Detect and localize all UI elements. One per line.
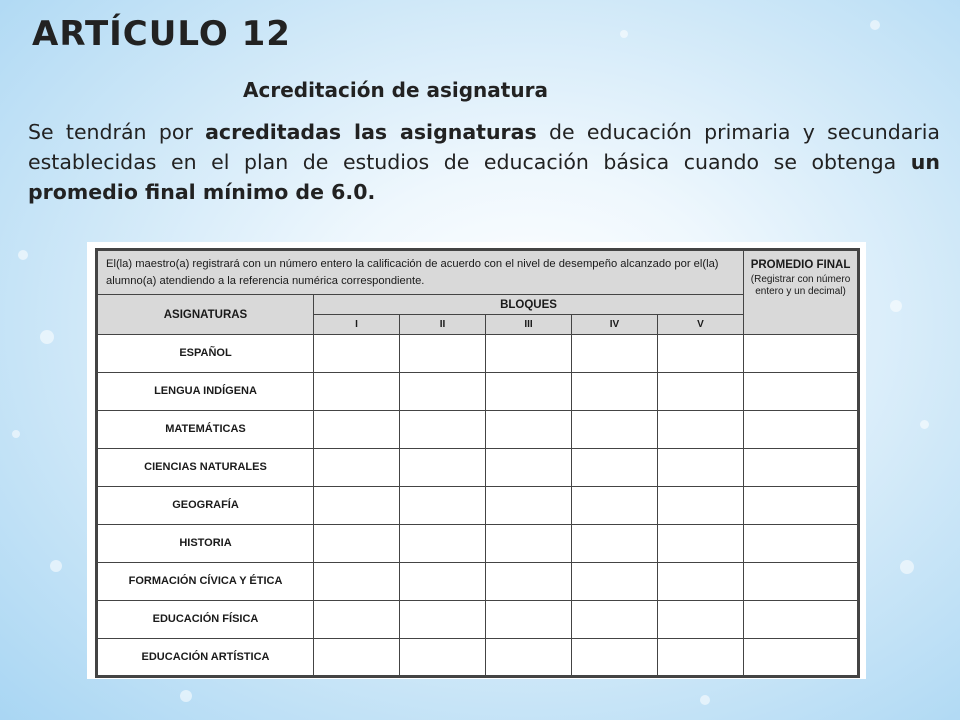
subject-name: ESPAÑOL	[97, 335, 314, 373]
page-subtitle: Acreditación de asignatura	[243, 78, 548, 102]
grade-cell[interactable]	[314, 335, 400, 373]
subject-name: MATEMÁTICAS	[97, 411, 314, 449]
subject-name: LENGUA INDÍGENA	[97, 373, 314, 411]
subject-name: HISTORIA	[97, 525, 314, 563]
grade-cell[interactable]	[400, 563, 486, 601]
body-paragraph	[28, 117, 940, 207]
grade-cell[interactable]	[486, 411, 572, 449]
grade-cell[interactable]	[572, 411, 658, 449]
subject-name: CIENCIAS NATURALES	[97, 449, 314, 487]
promedio-final-header	[744, 250, 859, 335]
bloque-header: I	[314, 315, 400, 335]
background-dot	[870, 20, 880, 30]
grades-table	[95, 248, 860, 678]
promedio-final-note: (Registrar con número entero y un decimal)	[750, 274, 851, 297]
final-average-cell[interactable]	[744, 525, 859, 563]
final-average-cell[interactable]	[744, 335, 859, 373]
grade-cell[interactable]	[658, 449, 744, 487]
subject-row	[97, 335, 859, 373]
background-dot	[180, 690, 192, 702]
background-dot	[900, 560, 914, 574]
background-dot	[620, 30, 628, 38]
grade-cell[interactable]	[486, 449, 572, 487]
grade-cell[interactable]	[400, 525, 486, 563]
grade-cell[interactable]	[658, 563, 744, 601]
subject-row	[97, 449, 859, 487]
subject-row	[97, 639, 859, 677]
subject-row	[97, 525, 859, 563]
subject-name: FORMACIÓN CÍVICA Y ÉTICA	[97, 563, 314, 601]
grade-cell[interactable]	[486, 335, 572, 373]
body-text-part: Se tendrán por	[28, 120, 206, 144]
grade-cell[interactable]	[572, 449, 658, 487]
grade-cell[interactable]	[658, 335, 744, 373]
promedio-final-title: PROMEDIO FINAL	[750, 259, 851, 271]
subject-name: EDUCACIÓN FÍSICA	[97, 601, 314, 639]
grade-cell[interactable]	[314, 525, 400, 563]
grades-table-panel	[87, 242, 866, 679]
asignaturas-header: ASIGNATURAS	[97, 295, 314, 335]
grade-cell[interactable]	[400, 449, 486, 487]
table-instructions: El(la) maestro(a) registrará con un número entero la calificación de acuerdo con el nivel de desempeño alcanzado por el(la) alumno(a) atendiendo a la referencia numérica correspondiente.	[97, 250, 744, 295]
final-average-cell[interactable]	[744, 639, 859, 677]
grade-cell[interactable]	[314, 563, 400, 601]
page-title: ARTÍCULO 12	[32, 14, 291, 54]
final-average-cell[interactable]	[744, 411, 859, 449]
grade-cell[interactable]	[658, 487, 744, 525]
final-average-cell[interactable]	[744, 601, 859, 639]
grade-cell[interactable]	[314, 601, 400, 639]
grade-cell[interactable]	[486, 563, 572, 601]
subject-name: GEOGRAFÍA	[97, 487, 314, 525]
subject-row	[97, 373, 859, 411]
background-dot	[40, 330, 54, 344]
final-average-cell[interactable]	[744, 563, 859, 601]
grade-cell[interactable]	[486, 373, 572, 411]
grade-cell[interactable]	[400, 639, 486, 677]
subject-row	[97, 487, 859, 525]
background-dot	[12, 430, 20, 438]
grade-cell[interactable]	[314, 373, 400, 411]
final-average-cell[interactable]	[744, 449, 859, 487]
grade-cell[interactable]	[658, 601, 744, 639]
grade-cell[interactable]	[400, 487, 486, 525]
subject-row	[97, 601, 859, 639]
grade-cell[interactable]	[314, 449, 400, 487]
grade-cell[interactable]	[486, 525, 572, 563]
grade-cell[interactable]	[314, 639, 400, 677]
body-bold-part: acreditadas las asignaturas	[205, 120, 537, 144]
grade-cell[interactable]	[400, 411, 486, 449]
body-bold-part: un promedio final mínimo de 6.0.	[28, 150, 940, 204]
grade-cell[interactable]	[658, 411, 744, 449]
grade-cell[interactable]	[486, 487, 572, 525]
grade-cell[interactable]	[572, 639, 658, 677]
subject-row	[97, 563, 859, 601]
grade-cell[interactable]	[400, 373, 486, 411]
body-text-part: de educación primaria y secundaria establecidas en el plan de estudios de educación básica cuando se obtenga	[28, 120, 940, 174]
final-average-cell[interactable]	[744, 373, 859, 411]
final-average-cell[interactable]	[744, 487, 859, 525]
bloque-header: IV	[572, 315, 658, 335]
subject-rows	[97, 335, 859, 677]
grade-cell[interactable]	[400, 335, 486, 373]
bloques-header: BLOQUES	[314, 295, 744, 315]
grade-cell[interactable]	[486, 639, 572, 677]
grade-cell[interactable]	[572, 601, 658, 639]
grade-cell[interactable]	[572, 487, 658, 525]
grade-cell[interactable]	[658, 373, 744, 411]
grade-cell[interactable]	[572, 525, 658, 563]
background-dot	[700, 695, 710, 705]
background-dot	[18, 250, 28, 260]
grade-cell[interactable]	[486, 601, 572, 639]
background-dot	[920, 420, 929, 429]
grade-cell[interactable]	[572, 373, 658, 411]
grade-cell[interactable]	[572, 335, 658, 373]
background-dot	[50, 560, 62, 572]
subject-row	[97, 411, 859, 449]
grade-cell[interactable]	[658, 525, 744, 563]
grade-cell[interactable]	[400, 601, 486, 639]
grade-cell[interactable]	[314, 487, 400, 525]
grade-cell[interactable]	[572, 563, 658, 601]
background-dot	[890, 300, 902, 312]
grade-cell[interactable]	[658, 639, 744, 677]
subject-name: EDUCACIÓN ARTÍSTICA	[97, 639, 314, 677]
bloque-header: III	[486, 315, 572, 335]
grade-cell[interactable]	[314, 411, 400, 449]
bloque-header: V	[658, 315, 744, 335]
bloque-header: II	[400, 315, 486, 335]
